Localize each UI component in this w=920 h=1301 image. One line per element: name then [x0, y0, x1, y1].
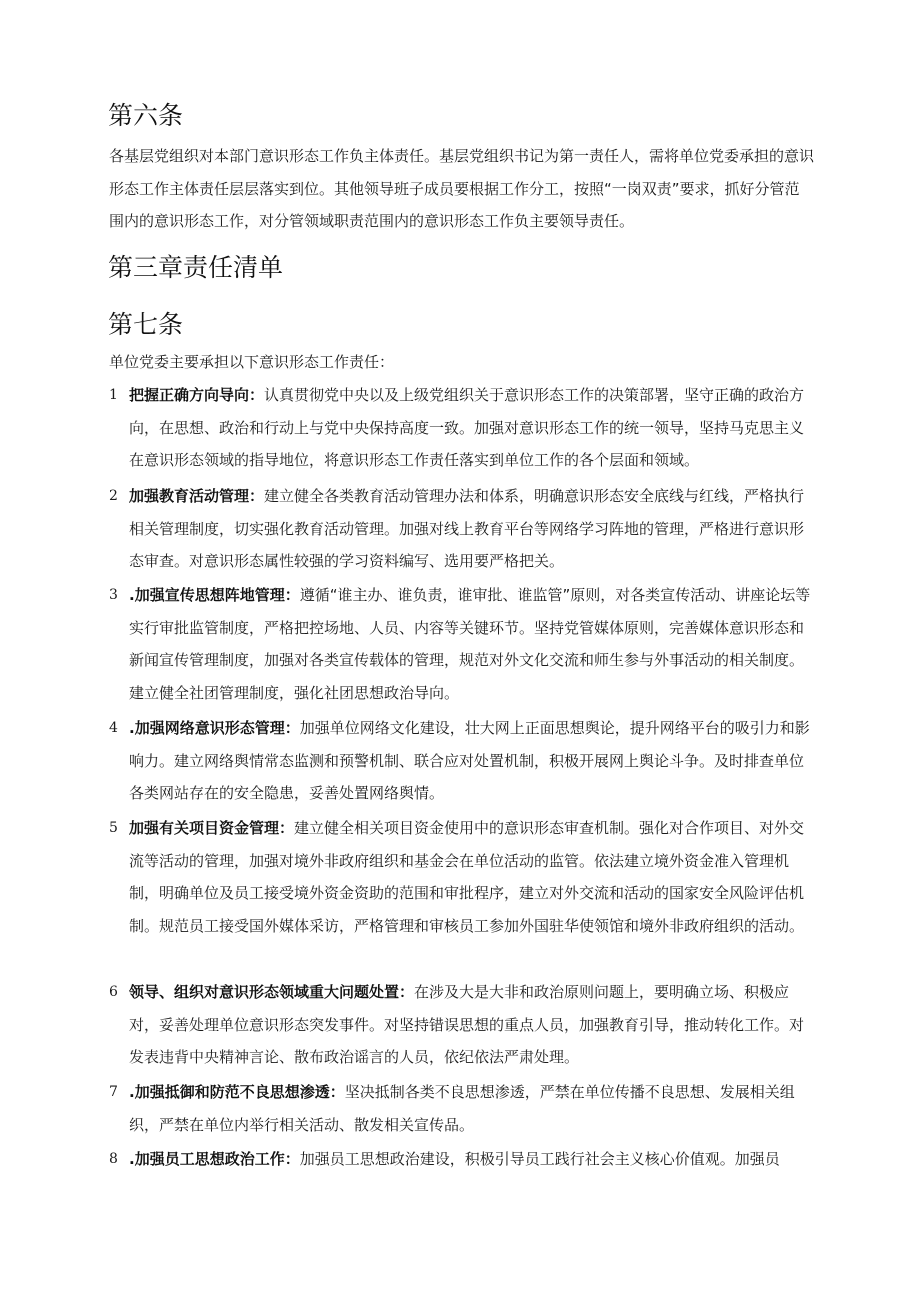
article-6-paragraph: 各基层党组织对本部门意识形态工作负主体责任。基层党组织书记为第一责任人，需将单位党委承担的意识形态工作主体责任层层落实到位。其他领导班子成员要根据工作分工，按照“一岗双责”要求，抓好分管范围内的意识形态工作，对分管领域职责范围内的意识形态工作负主要领导责任。 — [109, 147, 815, 230]
list-item-body — [129, 1076, 814, 1141]
chapter-3-heading: 第三章责任清单 — [108, 253, 284, 282]
list-item-title: .加强抵御和防范不良思想渗透： — [129, 1083, 345, 1101]
article-7-intro: 单位党委主要承担以下意识形态工作责任： — [109, 353, 395, 371]
list-item-text: 在涉及大是大非和政治原则问题上，要明确立场、积极应对，妥善处理单位意识形态突发事件。对坚持错误思想的重点人员，加强教育引导，推动转化工作。对发表违背中央精神言论、散布政治谣言的人员，依纪依法严肃处理。 — [129, 983, 805, 1066]
list-item-body — [129, 379, 814, 477]
article-7-heading: 第七条 — [108, 310, 184, 339]
list-item-title: .加强宣传思想阵地管理： — [129, 586, 300, 604]
list-item-body — [129, 1143, 814, 1176]
list-item-text: 坚决抵制各类不良思想渗透，严禁在单位传播不良思想、发展相关组织，严禁在单位内举行相关活动、散发相关宣传品。 — [129, 1083, 795, 1134]
list-item-title: 把握正确方向导向： — [129, 386, 265, 404]
list-item-title: 加强有关项目资金管理： — [129, 819, 295, 837]
list-item-body — [129, 812, 814, 942]
list-item-number: 6 — [109, 984, 118, 1000]
list-item-number: 4 — [109, 720, 118, 736]
list-item-body — [129, 480, 814, 578]
list-item-body — [129, 976, 814, 1074]
list-item-number: 8 — [109, 1151, 118, 1167]
list-item-body — [129, 712, 814, 810]
list-item-text: 加强单位网络文化建设，壮大网上正面思想舆论，提升网络平台的吸引力和影响力。建立网络舆情常态监测和预警机制、联合应对处置机制，积极开展网上舆论斗争。及时排查单位各类网站存在的安全隐患，妥善处置网络舆情。 — [129, 719, 810, 802]
list-item-title: .加强员工思想政治工作： — [129, 1150, 300, 1168]
list-item-number: 2 — [109, 488, 118, 504]
list-item-text: 建立健全各类教育活动管理办法和体系，明确意识形态安全底线与红线，严格执行相关管理制度，切实强化教育活动管理。加强对线上教育平台等网络学习阵地的管理，严格进行意识形态审查。对意识形态属性较强的学习资料编写、选用要严格把关。 — [129, 487, 805, 570]
list-item-number: 3 — [109, 587, 118, 603]
list-item-title: .加强网络意识形态管理： — [129, 719, 300, 737]
list-item-number: 5 — [109, 820, 118, 836]
list-item-number: 7 — [109, 1084, 118, 1100]
list-item-text: 认真贯彻党中央以及上级党组织关于意识形态工作的决策部署，坚守正确的政治方向，在思想、政治和行动上与党中央保持高度一致。加强对意识形态工作的统一领导，坚持马克思主义在意识形态领域的指导地位，将意识形态工作责任落实到单位工作的各个层面和领域。 — [129, 386, 805, 469]
list-item-text: 建立健全相关项目资金使用中的意识形态审查机制。强化对合作项目、对外交流等活动的管理，加强对境外非政府组织和基金会在单位活动的监管。依法建立境外资金准入管理机制，明确单位及员工接受境外资金资助的范围和审批程序，建立对外交流和活动的国家安全风险评估机制。规范员工接受国外媒体采访，严格管理和审核员工参加外国驻华使领馆和境外非政府组织的活动。 — [129, 819, 805, 935]
list-item-body — [129, 579, 814, 709]
list-item-text: 加强员工思想政治建设，积极引导员工践行社会主义核心价值观。加强员 — [299, 1150, 780, 1168]
article-6-heading: 第六条 — [108, 101, 184, 130]
list-item-title: 加强教育活动管理： — [129, 487, 265, 505]
list-item-title: 领导、组织对意识形态领域重大问题处置： — [129, 983, 415, 1001]
list-item-text: 遵循“谁主办、谁负责，谁审批、谁监管”原则，对各类宣传活动、讲座论坛等实行审批监管制度，严格把控场地、人员、内容等关键环节。坚持党管媒体原则，完善媒体意识形态和新闻宣传管理制度，加强对各类宣传载体的管理，规范对外文化交流和师生参与外事活动的相关制度。建立健全社团管理制度，强化社团思想政治导向。 — [129, 586, 811, 702]
list-item-number: 1 — [109, 387, 118, 403]
